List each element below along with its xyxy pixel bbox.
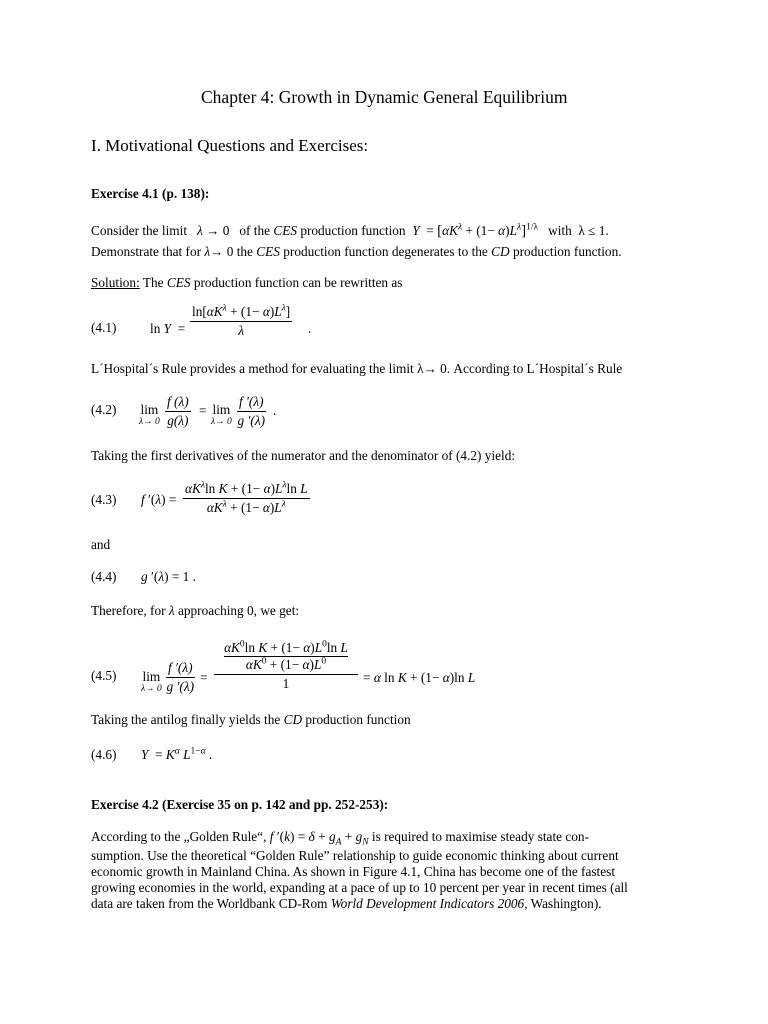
exercise-4-1-line2: Demonstrate that for λ→ 0 the CES production function degenerates to the CD production function. bbox=[91, 244, 622, 259]
antilog-line: Taking the antilog finally yields the CD production function bbox=[91, 712, 411, 727]
eq-4-5-small-frac: $\frac{f '(\lambda)}{g '(\lambda)}$ bbox=[166, 660, 195, 694]
eq-4-6-number: (4.6) bbox=[91, 747, 117, 762]
eq-4-1-fraction: $\ln[\alpha K^\lambda + (1- \alpha)L^\lambda]$ λ bbox=[192, 303, 291, 338]
eq-4-2-lim-right: lim λ→ 0 bbox=[211, 402, 232, 428]
lhopital-line: L´Hospital´s Rule provides a method for evaluating the limit λ→ 0. According to L´Hospital´s Rule bbox=[91, 361, 623, 376]
eq-4-6-body: $Y = K^\alpha$ $L^{1-\alpha}$ . bbox=[141, 746, 213, 762]
eq-4-2-equals: = bbox=[199, 403, 207, 418]
eq-4-1-period: . bbox=[308, 321, 312, 336]
eq-4-1-lhs: ln Y = bbox=[150, 321, 186, 336]
solution-line: Solution: The CES production function can be rewritten as bbox=[91, 275, 403, 290]
eq-4-5-lim: lim λ→ 0 bbox=[141, 669, 162, 695]
therefore-line: Therefore, for λ approaching 0, we get: bbox=[91, 603, 300, 618]
eq-4-3-number: (4.3) bbox=[91, 492, 117, 507]
eq-4-3-fraction: $\alpha K^\lambda\ln$ $K + (1- \alpha)L^\lambda\ln$ L $\alpha K^\lambda + (1- \alpha)L^\lambda$ bbox=[185, 480, 308, 515]
section-heading: I. Motivational Questions and Exercises: bbox=[91, 136, 369, 155]
eq-4-2-lim-left: lim λ→ 0 bbox=[139, 402, 160, 428]
eq-4-1-number: (4.1) bbox=[91, 320, 117, 335]
and-word: and bbox=[91, 537, 111, 552]
eq-4-4-body: g ′(λ) = 1 . bbox=[141, 569, 196, 584]
exercise-4-2-line4: growing economies in the world, expanding at a pace of up to 10 percent per year in recent times (all bbox=[91, 880, 628, 895]
eq-4-5-big-frac: $\frac{\frac{\alpha K^0\ln K + (1- \alpha)L^0\ln L}{\alpha K^0 + (1- \alpha)L^0}}{1}$ bbox=[214, 640, 358, 692]
exercise-4-2-line5: data are taken from the Worldbank CD-Rom World Development Indicators 2006, Washington). bbox=[91, 896, 602, 911]
eq-4-5-number: (4.5) bbox=[91, 668, 117, 683]
eq-4-5-result: = α ln K + (1− α)ln L bbox=[363, 670, 476, 685]
eq-4-3-lhs: f ′(λ) = bbox=[141, 492, 177, 507]
exercise-4-1-heading: Exercise 4.1 (p. 138): bbox=[91, 186, 210, 201]
chapter-title: Chapter 4: Growth in Dynamic General Equilibrium bbox=[201, 87, 568, 107]
exercise-4-2-line1: According to the „Golden Rule“, f $'(k) = \delta + g_A + g_N$ is required to maximise steady state con- bbox=[91, 829, 590, 848]
eq-4-2-frac-right: $\frac{f '(\lambda)}{g '(\lambda)}$ bbox=[237, 394, 266, 428]
eq-4-2-number: (4.2) bbox=[91, 402, 117, 417]
exercise-4-2-line2: sumption. Use the theoretical “Golden Rule” relationship to guide economic thinking about current bbox=[91, 848, 619, 863]
eq-4-5-equals-1: = bbox=[200, 670, 208, 685]
first-derivatives-line: Taking the first derivatives of the numerator and the denominator of (4.2) yield: bbox=[91, 448, 516, 463]
eq-4-2-period: . bbox=[273, 403, 277, 418]
exercise-4-1-line1: Consider the limit λ → 0 of the CES production function $Y = [\alpha K^\lambda + (1- \alpha)L^\lambda]^{1/\lambda}$ with λ ≤ 1. bbox=[91, 222, 609, 239]
exercise-4-2-line3: economic growth in Mainland China. As shown in Figure 4.1, China has become one of the fastest bbox=[91, 864, 616, 879]
exercise-4-2-heading: Exercise 4.2 (Exercise 35 on p. 142 and pp. 252-253): bbox=[91, 797, 389, 812]
eq-4-2-frac-left: $\frac{f (\lambda)}{g(\lambda)}$ bbox=[167, 394, 189, 428]
eq-4-4-number: (4.4) bbox=[91, 569, 117, 584]
